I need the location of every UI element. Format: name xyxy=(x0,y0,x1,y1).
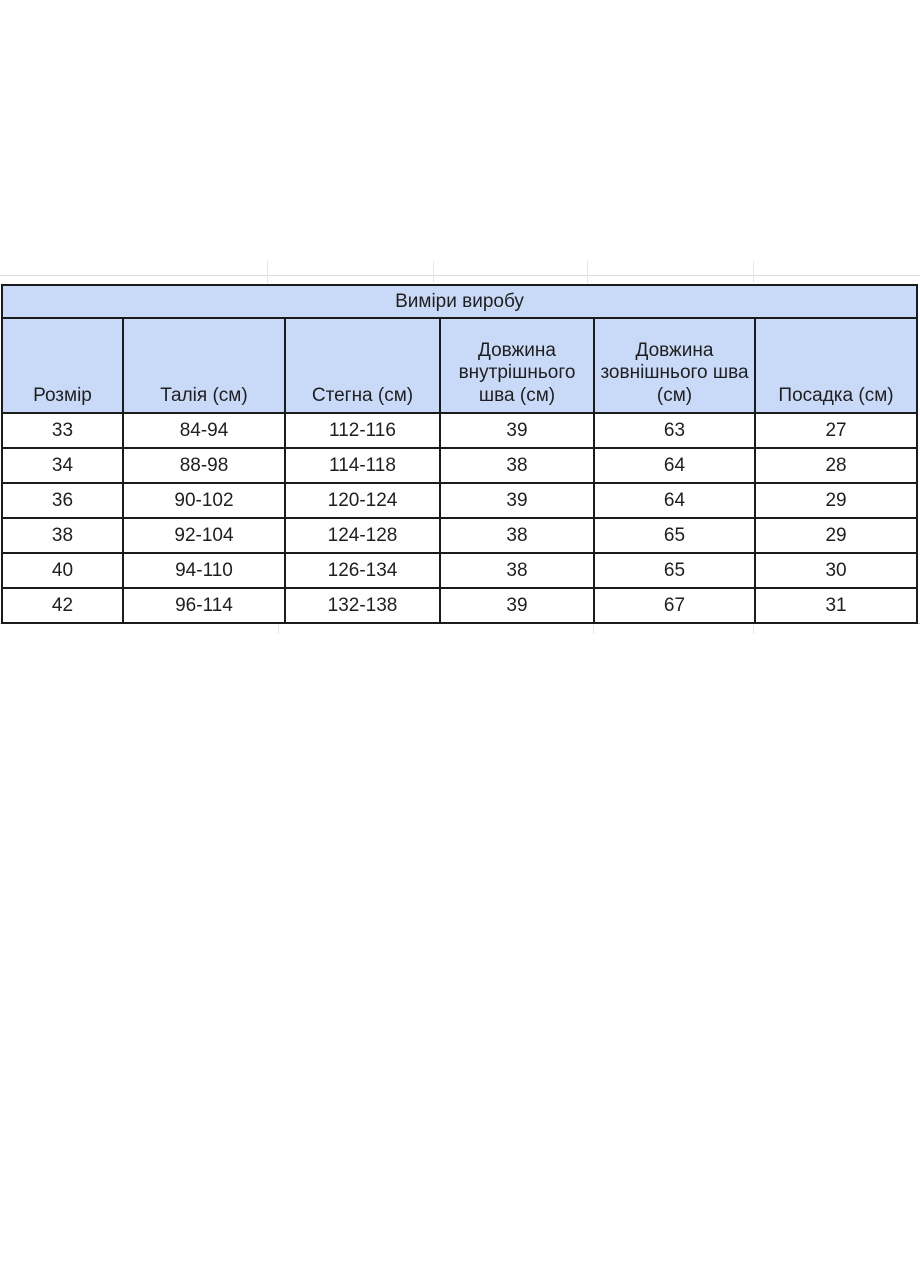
table-row xyxy=(2,448,917,483)
gridline-stub xyxy=(278,623,279,634)
cell-rise: 31 xyxy=(755,588,917,623)
column-header-hips: Стегна (см) xyxy=(285,318,440,413)
cell-hips: 124-128 xyxy=(285,518,440,553)
cell-size: 33 xyxy=(2,413,123,448)
cell-inseam: 39 xyxy=(440,413,594,448)
cell-waist: 90-102 xyxy=(123,483,285,518)
cell-size: 34 xyxy=(2,448,123,483)
table-row xyxy=(2,588,917,623)
gridline-stub xyxy=(593,623,594,634)
cell-waist: 94-110 xyxy=(123,553,285,588)
table-row xyxy=(2,553,917,588)
cell-hips: 112-116 xyxy=(285,413,440,448)
cell-hips: 114-118 xyxy=(285,448,440,483)
gridline-stub xyxy=(753,261,754,283)
cell-rise: 29 xyxy=(755,483,917,518)
gridline-above-table xyxy=(0,275,920,276)
column-header-waist: Талія (см) xyxy=(123,318,285,413)
cell-waist: 88-98 xyxy=(123,448,285,483)
column-header-inseam: Довжина внутрішнього шва (см) xyxy=(440,318,594,413)
cell-outseam: 65 xyxy=(594,518,755,553)
gridline-stub xyxy=(753,623,754,634)
cell-inseam: 38 xyxy=(440,518,594,553)
table-row xyxy=(2,483,917,518)
cell-size: 42 xyxy=(2,588,123,623)
table-row xyxy=(2,518,917,553)
cell-size: 36 xyxy=(2,483,123,518)
gridline-stub xyxy=(267,261,268,283)
cell-hips: 132-138 xyxy=(285,588,440,623)
cell-waist: 96-114 xyxy=(123,588,285,623)
table-row xyxy=(2,413,917,448)
cell-outseam: 65 xyxy=(594,553,755,588)
cell-rise: 30 xyxy=(755,553,917,588)
cell-inseam: 39 xyxy=(440,588,594,623)
table-header-row xyxy=(2,318,917,413)
cell-rise: 28 xyxy=(755,448,917,483)
cell-inseam: 38 xyxy=(440,553,594,588)
cell-hips: 126-134 xyxy=(285,553,440,588)
cell-outseam: 63 xyxy=(594,413,755,448)
cell-rise: 29 xyxy=(755,518,917,553)
gridline-stub xyxy=(587,261,588,283)
column-header-size: Розмір xyxy=(2,318,123,413)
gridline-stub xyxy=(433,261,434,283)
cell-inseam: 38 xyxy=(440,448,594,483)
cell-size: 40 xyxy=(2,553,123,588)
column-header-outseam: Довжина зовнішнього шва (см) xyxy=(594,318,755,413)
cell-outseam: 67 xyxy=(594,588,755,623)
cell-inseam: 39 xyxy=(440,483,594,518)
cell-outseam: 64 xyxy=(594,483,755,518)
cell-waist: 84-94 xyxy=(123,413,285,448)
cell-outseam: 64 xyxy=(594,448,755,483)
cell-waist: 92-104 xyxy=(123,518,285,553)
cell-hips: 120-124 xyxy=(285,483,440,518)
table-title-row xyxy=(2,285,917,318)
table-title: Виміри виробу xyxy=(2,285,917,318)
measurements-table xyxy=(1,284,918,624)
column-header-rise: Посадка (см) xyxy=(755,318,917,413)
cell-size: 38 xyxy=(2,518,123,553)
cell-rise: 27 xyxy=(755,413,917,448)
